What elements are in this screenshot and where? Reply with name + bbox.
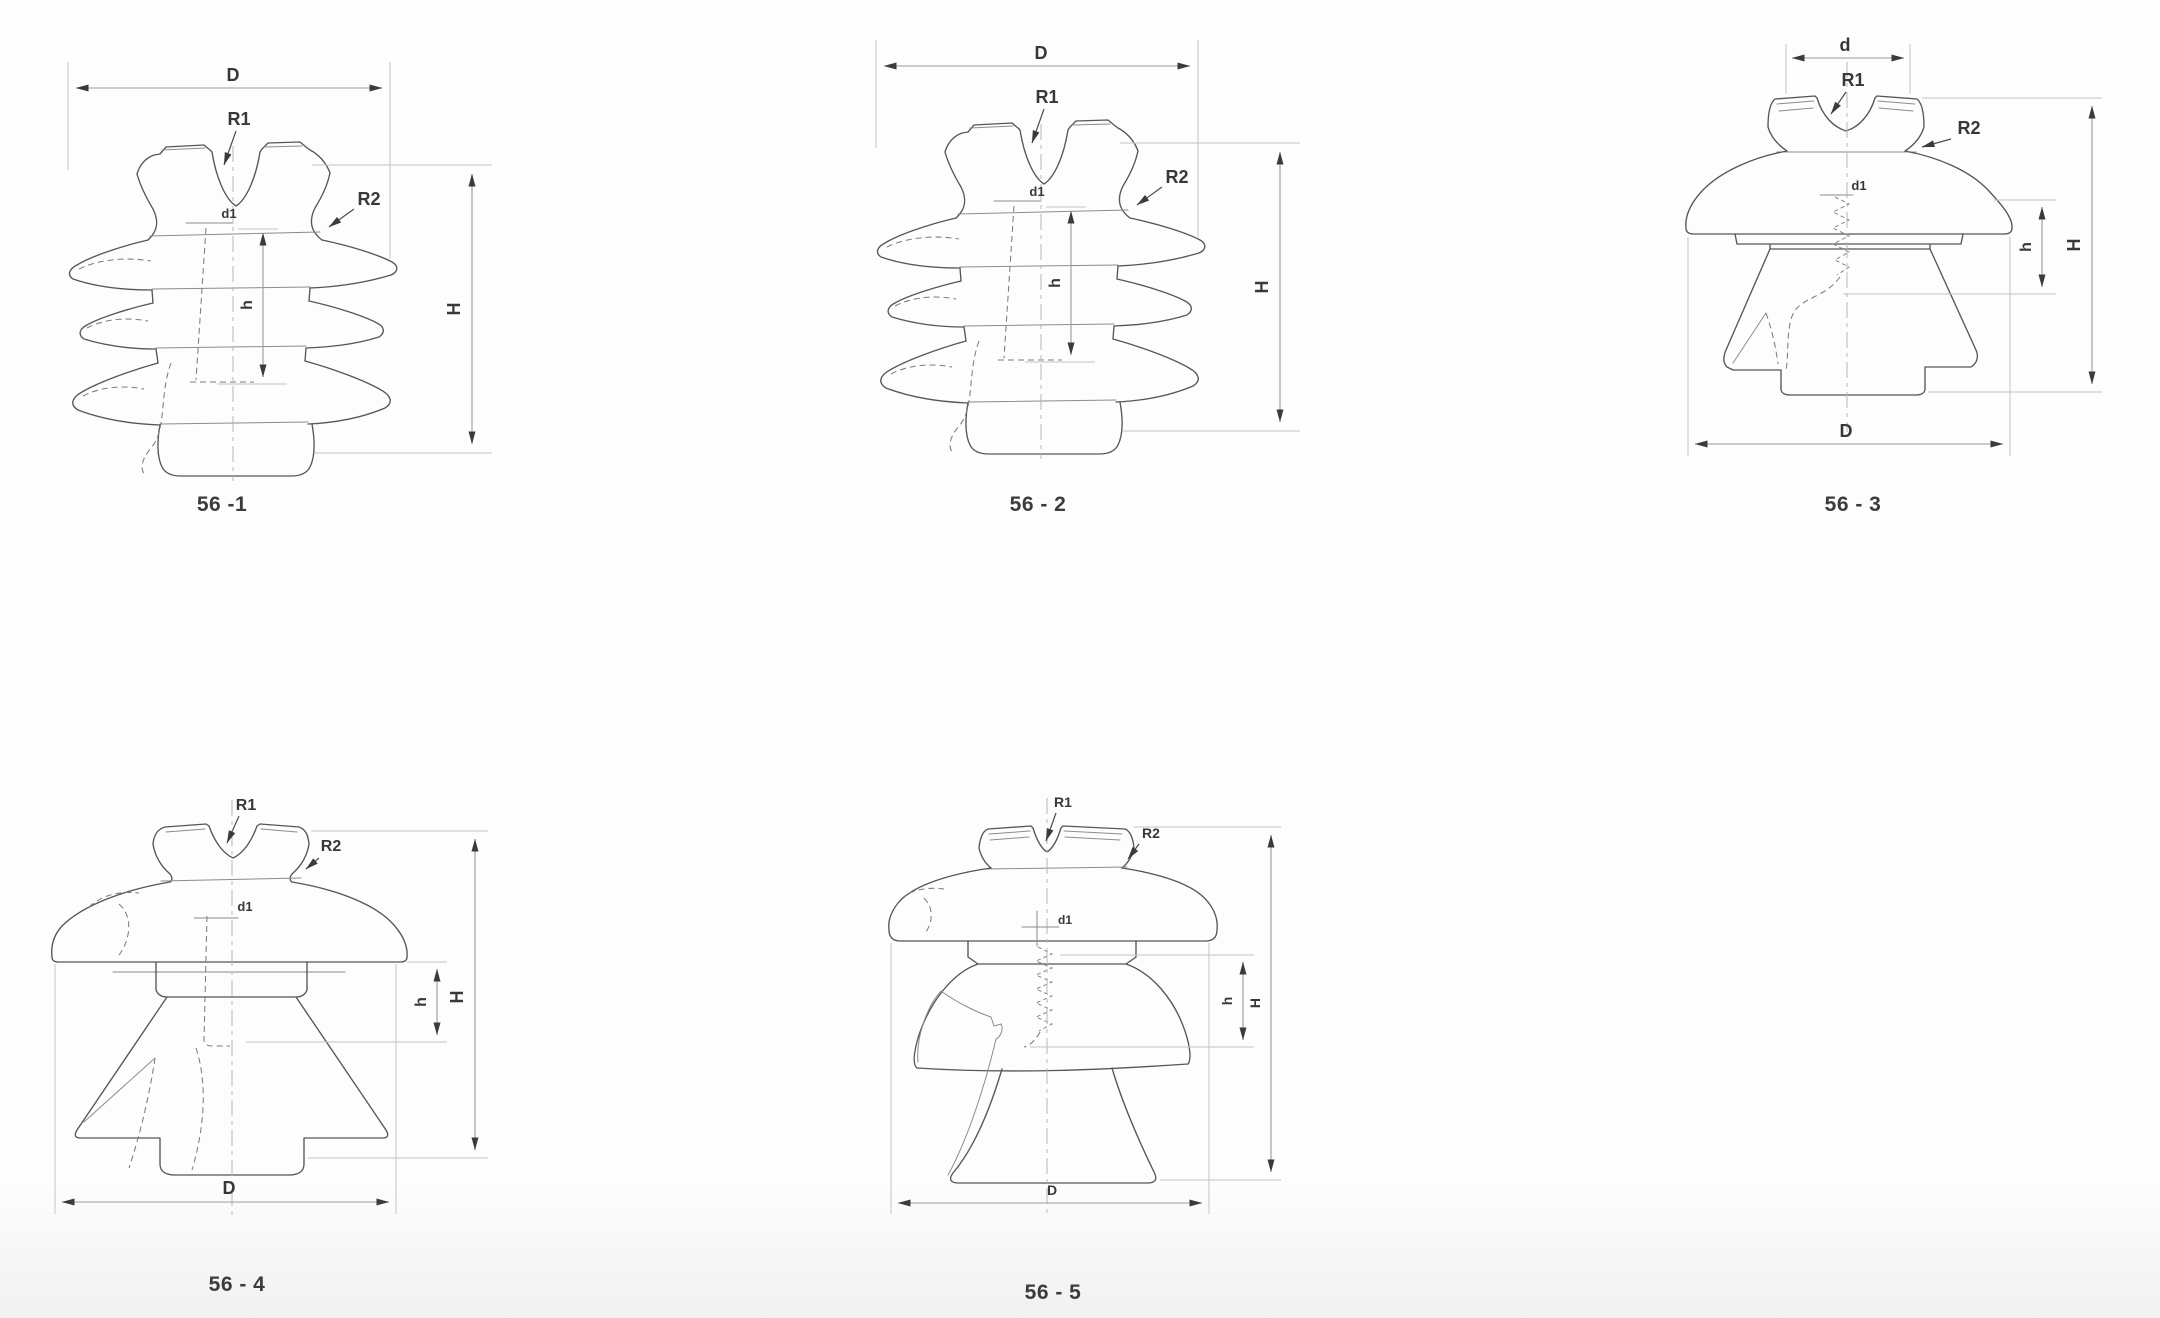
caption-56-4: 56 - 4 — [208, 1273, 266, 1296]
d-extension-lines — [68, 62, 390, 259]
label-h: h — [239, 300, 256, 310]
saddle-lip-lines — [161, 829, 301, 881]
label-d1: d1 — [1851, 178, 1867, 193]
saddle-and-neck — [1768, 96, 1924, 151]
label-D: D — [1839, 421, 1853, 441]
r2-leader — [1922, 139, 1951, 147]
caption-56-3: 56 - 3 — [1824, 493, 1882, 516]
dome — [889, 868, 1217, 941]
D-extension-lines — [891, 943, 1209, 1214]
thread-zigzag — [1036, 947, 1052, 1031]
skirt-and-base — [1724, 249, 1978, 395]
dimensions-56-4 — [55, 797, 488, 1214]
saddle-lip-lines — [985, 831, 1127, 869]
label-d: d — [1839, 35, 1851, 55]
r2-leader — [306, 858, 319, 869]
label-R2: R2 — [1957, 118, 1981, 138]
caption-56-1: 56 -1 — [196, 493, 248, 516]
figure-56-3 — [1686, 35, 2102, 516]
hidden-skirt-loop — [142, 363, 171, 474]
label-H: H — [447, 990, 467, 1004]
r1-leader — [224, 131, 236, 165]
label-R1: R1 — [1054, 794, 1072, 810]
cylinder-1 — [152, 288, 310, 303]
shed-3 — [73, 361, 390, 425]
figure-56-2 — [876, 40, 1300, 516]
hidden-skirt-loop — [192, 1048, 203, 1170]
label-R1: R1 — [235, 797, 257, 814]
saddle-and-neck — [979, 826, 1134, 868]
D-extension-lines — [55, 964, 396, 1214]
figure-56-1-core — [68, 62, 492, 481]
label-R1: R1 — [227, 109, 251, 129]
dimensions-56-5 — [891, 794, 1281, 1214]
dimensions-56-1 — [68, 62, 492, 453]
hidden-lines-56-1 — [79, 146, 254, 481]
shed-2 — [80, 301, 383, 349]
label-d1: d1 — [221, 206, 237, 221]
label-R2: R2 — [1142, 825, 1160, 841]
cylinder-2 — [156, 348, 306, 363]
figure-56-1 — [68, 62, 492, 516]
label-H: H — [2064, 238, 2084, 252]
figure-56-5 — [889, 794, 1281, 1304]
dimensions-56-3 — [1688, 35, 2102, 456]
label-R2: R2 — [320, 838, 342, 855]
inner-leaf-line — [918, 991, 941, 1062]
r2-leader — [329, 209, 354, 227]
inner-cone-hidden — [1766, 313, 1778, 364]
hidden-dome-arcs — [89, 892, 139, 955]
saddle-lip-lines — [150, 146, 320, 236]
label-H: H — [1247, 997, 1263, 1009]
label-h: h — [2018, 242, 2035, 252]
flange — [968, 941, 1136, 964]
inner-cone-hidden — [129, 1058, 155, 1168]
pin-base — [158, 424, 314, 476]
caption-56-2: 56 - 2 — [1009, 493, 1067, 516]
label-d1: d1 — [237, 899, 253, 914]
label-h: h — [1219, 996, 1235, 1006]
r1-leader — [227, 816, 239, 843]
inner-sweep-line — [941, 991, 1002, 1175]
r1-leader — [1046, 813, 1056, 841]
pin-hole-dashed — [204, 916, 230, 1046]
figure-56-2-body — [876, 40, 1300, 459]
label-D: D — [226, 65, 240, 85]
hidden-thread-hook — [1786, 277, 1840, 371]
insulator-body-56-5 — [889, 798, 1217, 1213]
insulator-body-56-4 — [52, 800, 407, 1216]
dome — [1686, 151, 2012, 234]
label-h: h — [413, 997, 430, 1007]
middle-shed — [914, 964, 1190, 1071]
lower-skirt — [951, 1068, 1156, 1183]
r1-leader — [1831, 92, 1846, 114]
label-R1: R1 — [1841, 70, 1865, 90]
label-d1: d1 — [1057, 913, 1073, 927]
shed-underside-lines — [152, 287, 310, 424]
figure-56-4 — [52, 797, 488, 1296]
label-R2: R2 — [357, 189, 381, 209]
dome — [52, 882, 407, 962]
label-D: D — [1046, 1182, 1058, 1198]
label-D: D — [222, 1178, 236, 1198]
label-H: H — [444, 302, 464, 316]
hidden-thread-hook — [1024, 1032, 1040, 1047]
hidden-shed-arcs — [79, 259, 151, 396]
caption-56-5: 56 - 5 — [1024, 1281, 1082, 1304]
inner-cone-line — [1733, 313, 1766, 363]
